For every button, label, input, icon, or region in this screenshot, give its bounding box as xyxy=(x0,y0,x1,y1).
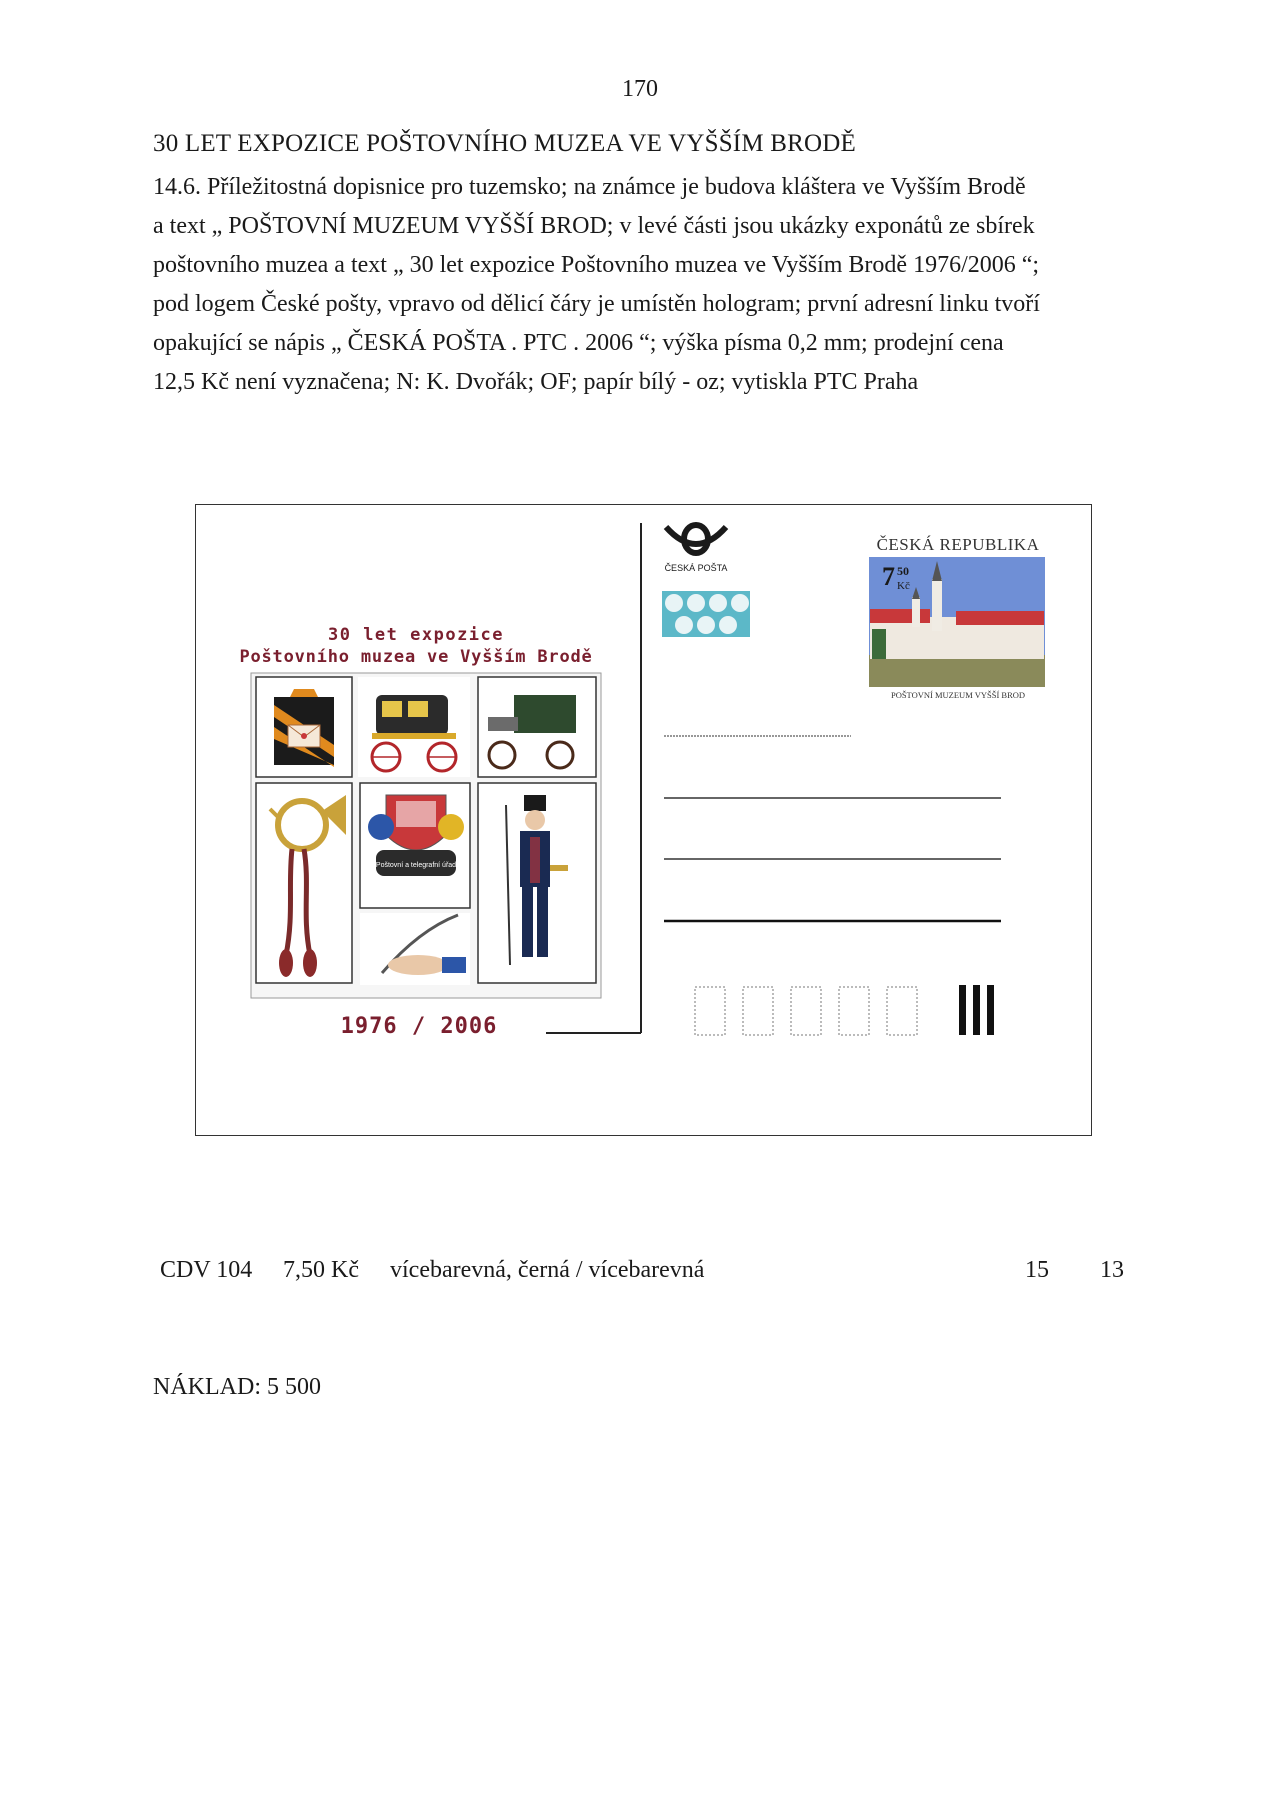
description-line: pod logem České pošty, vpravo od dělicí čáry je umístěn hologram; první adresní linku tvoří xyxy=(153,291,1040,317)
stamp-value-cents: 50 xyxy=(897,564,909,578)
page-title: 30 LET EXPOZICE POŠTOVNÍHO MUZEA VE VYŠŠÍM BRODĚ xyxy=(153,130,856,157)
post-horn-logo-icon xyxy=(666,527,726,544)
description-paragraph xyxy=(153,168,1133,402)
mailbox-frame xyxy=(256,677,352,777)
quill-frame xyxy=(360,913,470,985)
mail-cart-frame xyxy=(478,677,596,777)
postcard-heading-line1: 30 let expozice xyxy=(327,625,505,645)
barcode-marks xyxy=(959,985,994,1035)
print-run: NÁKLAD: 5 500 xyxy=(153,1374,321,1400)
mail-cart-icon xyxy=(514,695,576,733)
description-line: poštovního muzea a text „ 30 let expozice Poštovního muzea ve Vyšším Brodě 1976/2006 “; xyxy=(153,252,1040,278)
postcard-heading-line2: Poštovního muzea ve Vyšším Brodě xyxy=(239,647,593,667)
catalog-value-1: 15 xyxy=(1025,1257,1049,1283)
stamp-value-main: 7 xyxy=(882,562,895,591)
description-line: 12,5 Kč není vyznačena; N: K. Dvořák; OF; papír bílý - oz; vytiskla PTC Praha xyxy=(153,369,919,395)
hologram xyxy=(662,591,750,637)
coat-of-arms-frame xyxy=(360,783,470,908)
stamp-country: ČESKÁ REPUBLIKA xyxy=(876,535,1040,554)
postal-code-boxes xyxy=(695,987,917,1035)
page-number: 170 xyxy=(622,76,658,102)
mail-coach-frame xyxy=(358,677,470,777)
post-horn-frame xyxy=(256,783,352,983)
postage-stamp xyxy=(869,557,1045,687)
catalog-colors: vícebarevná, černá / vícebarevná xyxy=(390,1257,705,1283)
postcard xyxy=(195,504,1092,1136)
postman-frame xyxy=(478,783,596,983)
catalog-price: 7,50 Kč xyxy=(283,1257,359,1283)
coat-of-arms-text: Poštovní a telegrafní úřad xyxy=(375,862,457,869)
postcard-years: 1976 / 2006 xyxy=(340,1014,498,1039)
logo-label: ČESKÁ POŠTA xyxy=(664,563,728,573)
catalog-value-2: 13 xyxy=(1100,1257,1124,1283)
description-line: a text „ POŠTOVNÍ MUZEUM VYŠŠÍ BROD; v levé části jsou ukázky exponátů ze sbírek xyxy=(153,213,1035,239)
catalog-code: CDV 104 xyxy=(160,1257,253,1283)
description-line: 14.6. Příležitostná dopisnice pro tuzemsko; na známce je budova kláštera ve Vyšším Brodě xyxy=(153,174,1026,200)
ceska-posta-logo xyxy=(665,525,728,573)
stamp-caption: POŠTOVNÍ MUZEUM VYŠŠÍ BROD xyxy=(890,690,1026,700)
description-line: opakující se nápis „ ČESKÁ POŠTA . PTC . 2006 “; výška písma 0,2 mm; prodejní cena xyxy=(153,330,1004,356)
stamp-currency: Kč xyxy=(897,580,910,592)
postcard-artwork xyxy=(196,505,1091,1135)
